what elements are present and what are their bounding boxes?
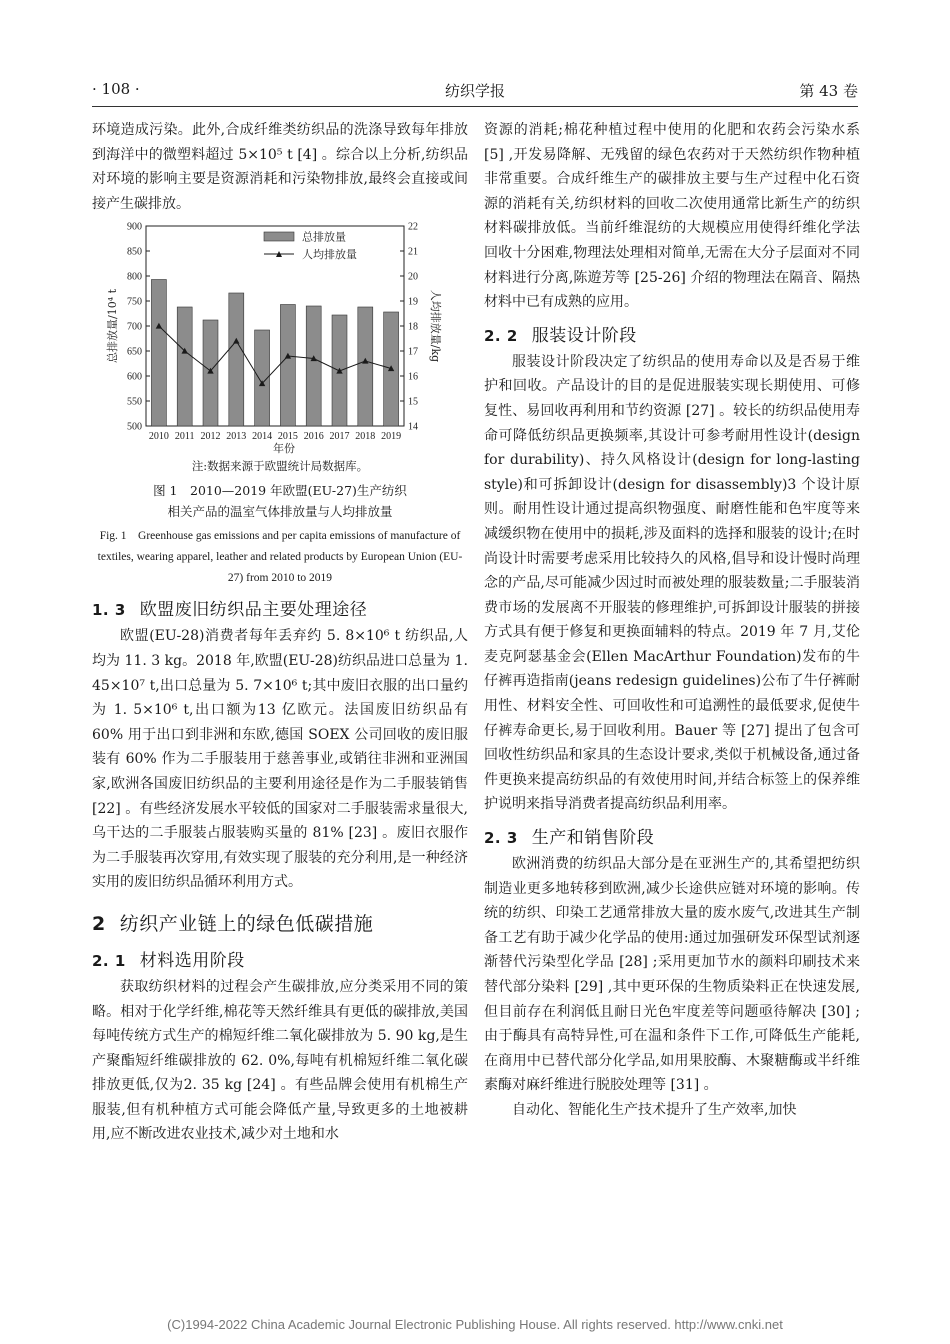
x-tick-label: 2014	[252, 431, 273, 443]
figure-note: 注:数据来源于欧盟统计局数据库。	[191, 459, 369, 474]
x-tick-label: 2019	[381, 431, 402, 443]
x-tick-label: 2017	[329, 431, 350, 443]
section-number: 2. 1	[92, 951, 126, 970]
section-title: 纺织产业链上的绿色低碳措施	[119, 912, 374, 935]
section-heading-2-3	[484, 823, 860, 848]
x-tick-label: 2018	[355, 431, 376, 443]
y-tick-label-left: 900	[127, 221, 142, 233]
y-tick-label-right: 17	[408, 346, 418, 358]
y-tick-label-right: 19	[408, 296, 418, 308]
bar	[280, 305, 295, 427]
x-axis-label: 年份	[273, 442, 295, 456]
header-rule	[92, 106, 858, 107]
section-heading-2-1	[92, 946, 468, 971]
paragraph: 服装设计阶段决定了纺织品的使用寿命以及是否易于维护和回收。产品设计的目的是促进服装实现长期使用、可修复性、易回收再利用和节约资源 [27] 。较长的纺织品使用寿命可降低纺织品更换频率,其设计可参考耐用性设计(design for durability)、持久风格设计(design for long-lasting style)和可拆卸设计(design for disassembly)3 个设计原则。耐用性设计通过提高织物强度、耐磨性能和色牢度等来减缓织物在使用中的损耗,涉及面料的选择和服装的设计;在时尚设计时需要考虑采用比较持久的风格,倡导和设计慢时尚理念的产品,尽可能减少因过时而被处理的服装数量;二手服装消费市场的发展离不开服装的修理维护,可拆卸设计服装的拼接方式具有便于修复和更换面辅料的特点。2019 年 7 月,艾伦麦克阿瑟基金会(Ellen MacArthur Foundation)发布的牛仔裤再造指南(jeans redesign guidelines)公布了牛仔裤耐用性、材料安全性、可回收性和可追溯性的最低要求,促使牛仔裤寿命更长,易于回收利用。Bauer 等 [27] 提出了包含可回收性纺织品和家具的生态设计要求,类似于机械设备,通过备件更换来提高纺织品的有效使用时间,并结合标签上的保养维护说明来指导消费者提高纺织品利用率。	[484, 353, 860, 813]
section-number: 1. 3	[92, 601, 126, 620]
y-tick-label-right: 21	[408, 246, 418, 258]
figure-caption-zh-1: 图 1 2010—2019 年欧盟(EU-27)生产纺织	[153, 483, 407, 499]
legend-swatch-bar	[264, 232, 294, 241]
x-tick-label: 2012	[200, 431, 221, 443]
x-tick-label: 2016	[303, 431, 324, 443]
legend-label: 总排放量	[302, 230, 346, 244]
y-tick-label-right: 18	[408, 321, 418, 333]
y-tick-label-right: 14	[408, 421, 418, 433]
paragraph: 欧盟(EU-28)消费者每年丢弃约 5. 8×10⁶ t 纺织品,人均为 11. 3 kg。2018 年,欧盟(EU-28)纺织品进口总量为 1. 45×10⁷ t,出口总量为 5. 7×10⁶ t;其中废旧衣服的出口量约为 1. 5×10⁶ t,出口额为13 亿欧元。法国废旧纺织品有 60% 用于出口到非洲和东欧,德国 SOEX 公司回收的废旧服装有 60% 作为二手服装用于慈善事业,或销往非洲和亚洲国家,欧洲各国废旧纺织品的主要利用途径是作为二手服装销售 [22] 。有些经济发展水平较低的国家对二手服装需求量很大,乌干达的二手服装占服装购买量的 81% [23] 。废旧衣服作为二手服装再次穿用,有效实现了服装的充分利用,是一种经济实用的废旧纺织品循环利用方式。	[92, 628, 468, 891]
x-tick-label: 2013	[226, 431, 247, 443]
right-column	[484, 118, 860, 1123]
paragraph: 欧洲消费的纺织品大部分是在亚洲生产的,其希望把纺织制造业更多地转移到欧洲,减少长途供应链对环境的影响。传统的纺织、印染工艺通常排放大量的废水废气,改进其生产制备工艺有助于减少化学品的使用:通过加强研发环保型试剂逐渐替代污染型化学品 [28] ;采用更加节水的颜料印刷技术来替代部分染料 [29] ,其中更环保的生物质染料正在快速发展,但目前存在利润低且耐日光色牢度差等问题亟待解决 [30] ;由于酶具有高特异性,可在温和条件下工作,可降低生产能耗,在商用中已替代部分化学品,如用果胶酶、木聚糖酶或半纤维素酶对麻纤维进行脱胶处理等 [31] 。	[484, 856, 860, 1094]
y-tick-label-left: 700	[127, 321, 142, 333]
x-tick-label: 2011	[174, 431, 195, 443]
volume-label: 第 43 卷	[799, 82, 858, 100]
section-number: 2	[92, 912, 106, 935]
running-header	[92, 80, 858, 106]
left-column	[92, 118, 468, 1147]
y-tick-label-right: 16	[408, 371, 418, 383]
page-number: · 108 ·	[92, 80, 140, 98]
y-tick-label-left: 850	[127, 246, 142, 258]
section-heading-2-2	[484, 321, 860, 346]
section-title: 材料选用阶段	[139, 950, 245, 971]
journal-name: 纺织学报	[444, 82, 505, 100]
legend-label: 人均排放量	[302, 248, 357, 262]
y-tick-label-right: 22	[408, 221, 418, 233]
section-heading-2	[92, 909, 468, 936]
y-tick-label-left: 650	[127, 346, 142, 358]
y-tick-label-left: 500	[127, 421, 142, 433]
paragraph: 资源的消耗;棉花种植过程中使用的化肥和农药会污染水系 [5] ,开发易降解、无残留的绿色农药对于天然纺织作物种植非常重要。合成纤维生产的碳排放主要与生产过程中化石资源的消耗有关,纺织材料的回收二次使用通常比新生产的纺织材料碳排放低。当前纤维混纺的大规模应用使得纤维化学法回收十分困难,物理法处理相对简单,无需在大分子层面对不同材料进行分离,陈遊芳等 [25-26] 介绍的物理法在隔音、隔热材料中已有成熟的应用。	[484, 122, 860, 311]
bar	[229, 293, 244, 426]
y-tick-label-left: 750	[127, 296, 142, 308]
figure-caption-en: Fig. 1 Greenhouse gas emissions and per capita emissions of manufacture of textiles, wearing apparel, leather and related products by European Union (EU-27) from 2010 to 2019	[97, 530, 463, 585]
y-tick-label-left: 600	[127, 371, 142, 383]
y-tick-label-right: 20	[408, 271, 418, 283]
bar	[151, 280, 166, 427]
x-tick-label: 2015	[277, 431, 298, 443]
x-tick-label: 2010	[148, 431, 169, 443]
paragraph: 环境造成污染。此外,合成纤维类纺织品的洗涤导致每年排放到海洋中的微塑料超过 5×10⁵ t [4] 。综合以上分析,纺织品对环境的影响主要是资源消耗和污染物排放,最终会直接或间接产生碳排放。	[92, 122, 468, 212]
section-number: 2. 3	[484, 829, 518, 848]
section-title: 服装设计阶段	[531, 325, 637, 346]
bar	[358, 307, 373, 426]
series-line	[159, 326, 391, 384]
paragraph: 获取纺织材料的过程会产生碳排放,应分类采用不同的策略。相对于化学纤维,棉花等天然纤维具有更低的碳排放,美国每吨传统方式生产的棉短纤维二氧化碳排放为 5. 90 kg,是生产聚酯短纤维碳排放的 62. 0%,每吨有机棉短纤维二氧化碳排放更低,仅为2. 35 kg [24] 。有些品牌会使用有机棉生产服装,但有机种植方式可能会降低产量,导致更多的土地被耕用,应不断改进农业技术,减少对土地和水	[92, 978, 468, 1143]
y-axis-label-left: 总排放量/10⁴ t	[106, 289, 119, 364]
section-number: 2. 2	[484, 326, 518, 345]
section-title: 生产和销售阶段	[531, 828, 655, 849]
y-tick-label-left: 800	[127, 271, 142, 283]
section-heading-1-3	[92, 595, 468, 620]
bar	[306, 306, 321, 426]
copyright-footer: (C)1994-2022 China Academic Journal Electronic Publishing House. All rights reserved. http://www.cnki.net	[167, 1317, 783, 1332]
y-axis-label-right: 人均排放量/kg	[429, 290, 442, 363]
bar	[177, 307, 192, 426]
section-title: 欧盟废旧纺织品主要处理途径	[139, 600, 368, 621]
emissions-chart	[92, 220, 468, 456]
y-tick-label-right: 15	[408, 396, 418, 408]
y-tick-label-left: 550	[127, 396, 142, 408]
figure-caption-zh-2: 相关产品的温室气体排放量与人均排放量	[167, 504, 393, 520]
paragraph: 自动化、智能化生产技术提升了生产效率,加快	[512, 1101, 797, 1118]
